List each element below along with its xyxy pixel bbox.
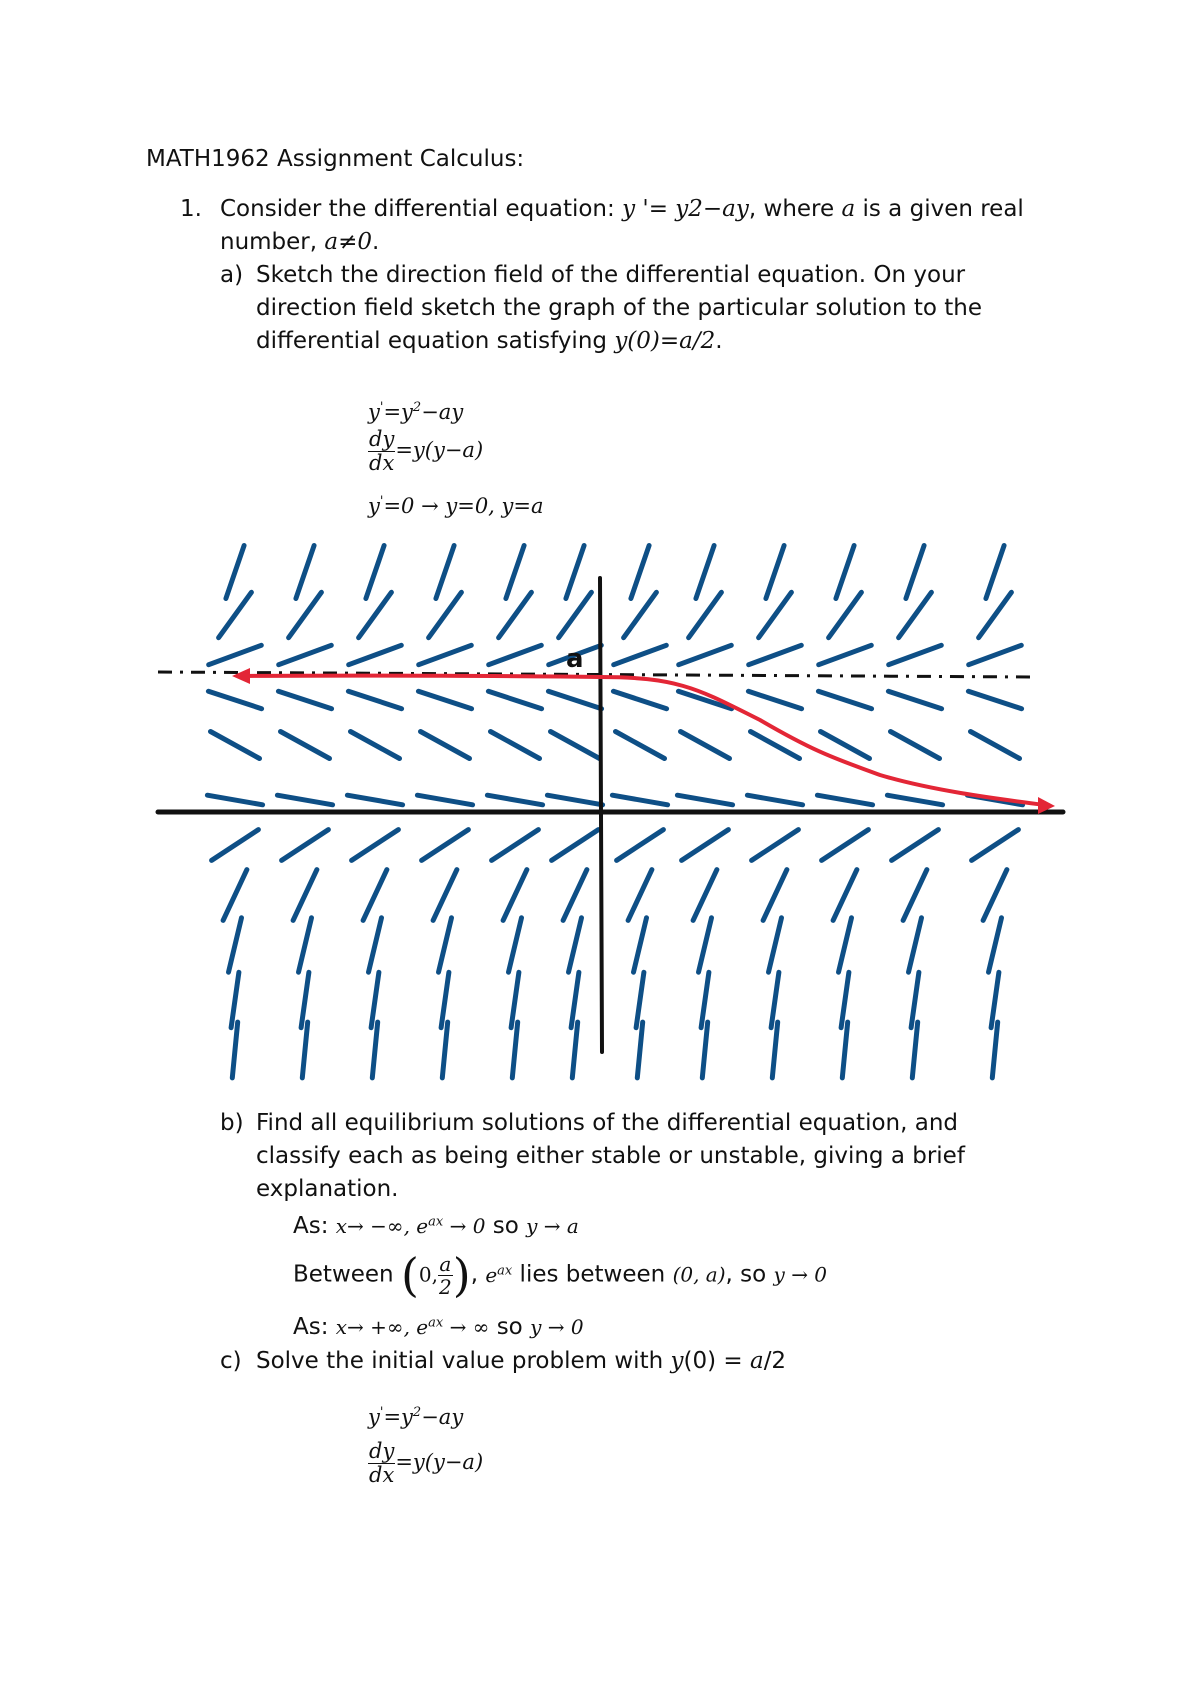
question-1-line2: number, a≠0. bbox=[220, 229, 380, 255]
slope-mark bbox=[634, 918, 647, 972]
slope-mark bbox=[278, 691, 331, 708]
slope-mark bbox=[211, 732, 260, 759]
work-c-eq2: $\frac{dy}{dx}$ =y(y−a) bbox=[369, 1439, 484, 1488]
slope-mark bbox=[911, 972, 919, 1027]
slope-mark bbox=[677, 795, 732, 805]
slope-mark bbox=[347, 795, 402, 805]
slope-mark bbox=[909, 918, 922, 972]
slope-mark bbox=[969, 645, 1022, 664]
slope-mark bbox=[547, 795, 602, 805]
slope-mark bbox=[229, 918, 242, 972]
slope-mark bbox=[226, 546, 244, 599]
slope-mark bbox=[617, 830, 664, 861]
slope-mark bbox=[422, 830, 469, 861]
slope-mark bbox=[836, 546, 854, 599]
part-a-line3: differential equation satisfying y(0)=a∕2. bbox=[256, 328, 723, 354]
slope-mark bbox=[696, 546, 714, 599]
slope-mark bbox=[296, 546, 314, 599]
question-1-number: 1. bbox=[180, 196, 202, 222]
slope-mark bbox=[551, 732, 600, 759]
slope-mark bbox=[511, 972, 519, 1027]
slope-mark bbox=[281, 732, 330, 759]
slope-mark bbox=[419, 645, 472, 664]
slope-mark bbox=[487, 795, 542, 805]
slope-mark bbox=[747, 795, 802, 805]
part-c-label: c) bbox=[220, 1348, 242, 1374]
slope-mark bbox=[489, 645, 542, 664]
work-a-eq2: $\frac{dy}{dx}$ =y(y−a) bbox=[369, 427, 484, 476]
solution-arrow-left bbox=[232, 668, 250, 684]
slope-mark bbox=[372, 1022, 377, 1078]
slope-mark bbox=[891, 732, 940, 759]
slope-mark bbox=[763, 870, 787, 921]
slope-mark bbox=[892, 830, 939, 861]
slope-mark bbox=[232, 1022, 237, 1078]
slope-mark bbox=[751, 732, 800, 759]
slope-mark bbox=[631, 546, 649, 599]
slope-mark bbox=[207, 795, 262, 805]
slope-mark bbox=[679, 645, 732, 664]
slope-mark bbox=[366, 546, 384, 599]
slope-mark bbox=[301, 972, 309, 1027]
slope-mark bbox=[766, 546, 784, 599]
slope-mark bbox=[888, 691, 941, 708]
slope-mark bbox=[628, 870, 652, 921]
slope-mark bbox=[571, 972, 579, 1027]
slope-mark bbox=[209, 645, 262, 664]
slope-mark bbox=[769, 918, 782, 972]
slope-mark bbox=[352, 830, 399, 861]
slope-mark bbox=[421, 732, 470, 759]
slope-mark bbox=[912, 1022, 917, 1078]
slope-mark bbox=[833, 870, 857, 921]
part-b-line2: classify each as being either stable or unstable, giving a brief bbox=[256, 1143, 965, 1169]
slope-mark bbox=[488, 691, 541, 708]
slope-mark bbox=[752, 830, 799, 861]
slope-mark bbox=[972, 830, 1019, 861]
question-1-line1: Consider the differential equation: y '= y2−ay, where a is a given real bbox=[220, 196, 1024, 222]
slope-mark bbox=[563, 870, 587, 921]
slope-mark bbox=[293, 870, 317, 921]
part-a-label: a) bbox=[220, 262, 244, 288]
work-a-eq3: y'=0 → y=0, y=a bbox=[368, 494, 544, 518]
slope-mark bbox=[441, 972, 449, 1027]
slope-mark bbox=[548, 691, 601, 708]
slope-mark bbox=[371, 972, 379, 1027]
slope-mark bbox=[492, 830, 539, 861]
slope-mark bbox=[616, 732, 665, 759]
slope-mark bbox=[818, 691, 871, 708]
part-b-label: b) bbox=[220, 1110, 244, 1136]
slope-mark bbox=[989, 918, 1002, 972]
part-b-as1: As: x→ −∞, $e^{ax} \to 0$ so y → a bbox=[293, 1213, 579, 1239]
slope-mark bbox=[506, 546, 524, 599]
slope-mark bbox=[569, 918, 582, 972]
slope-mark bbox=[552, 830, 599, 861]
part-b-line1: Find all equilibrium solutions of the differential equation, and bbox=[256, 1110, 959, 1136]
slope-mark bbox=[436, 546, 454, 599]
slope-mark bbox=[983, 870, 1007, 921]
slope-mark bbox=[699, 918, 712, 972]
slope-mark bbox=[841, 972, 849, 1027]
slope-mark bbox=[701, 972, 709, 1027]
slope-mark bbox=[613, 691, 666, 708]
slope-mark bbox=[572, 1022, 577, 1078]
part-a-line1: Sketch the direction field of the differential equation. On your bbox=[256, 262, 966, 288]
work-c-eq1: $y'=y^2-ay$ bbox=[368, 1405, 464, 1429]
slope-mark bbox=[817, 795, 872, 805]
slope-mark bbox=[282, 830, 329, 861]
slope-mark bbox=[302, 1022, 307, 1078]
slope-mark bbox=[636, 972, 644, 1027]
slope-mark bbox=[509, 918, 522, 972]
work-a-eq1: $y'=y^2-ay$ bbox=[368, 400, 464, 424]
slope-mark bbox=[212, 830, 259, 861]
slope-mark bbox=[887, 795, 942, 805]
slope-mark bbox=[351, 732, 400, 759]
slope-mark bbox=[612, 795, 667, 805]
slope-mark bbox=[277, 795, 332, 805]
slope-mark bbox=[992, 1022, 997, 1078]
slope-mark bbox=[819, 645, 872, 664]
part-c-line1: Solve the initial value problem with y(0) = a/2 bbox=[256, 1348, 787, 1374]
a-axis-label: a bbox=[566, 644, 584, 674]
slope-mark bbox=[433, 870, 457, 921]
slope-mark bbox=[637, 1022, 642, 1078]
slope-mark bbox=[749, 645, 802, 664]
slope-mark bbox=[772, 1022, 777, 1078]
slope-mark bbox=[986, 546, 1004, 599]
slope-mark bbox=[442, 1022, 447, 1078]
page-title: MATH1962 Assignment Calculus: bbox=[146, 146, 525, 172]
slope-mark bbox=[279, 645, 332, 664]
slope-mark bbox=[349, 645, 402, 664]
slope-mark bbox=[968, 691, 1021, 708]
slope-mark bbox=[842, 1022, 847, 1078]
slope-mark bbox=[839, 918, 852, 972]
slope-mark bbox=[614, 645, 667, 664]
part-b-between: Between (0, $\frac{a}{2}$ ), $e^{ax}$ lies between (0, a), so y → 0 bbox=[293, 1248, 828, 1302]
slope-mark bbox=[503, 870, 527, 921]
slope-mark bbox=[566, 546, 584, 599]
slope-mark bbox=[903, 870, 927, 921]
slope-mark bbox=[491, 732, 540, 759]
slope-mark bbox=[348, 691, 401, 708]
part-b-as2: As: x→ +∞, $e^{ax}$ → ∞ so y → 0 bbox=[293, 1314, 584, 1340]
slope-mark bbox=[417, 795, 472, 805]
slope-mark bbox=[363, 870, 387, 921]
part-b-line3: explanation. bbox=[256, 1176, 399, 1202]
slope-mark bbox=[682, 830, 729, 861]
slope-mark bbox=[702, 1022, 707, 1078]
slope-mark bbox=[681, 732, 730, 759]
slope-mark bbox=[439, 918, 452, 972]
slope-mark bbox=[231, 972, 239, 1027]
slope-mark bbox=[418, 691, 471, 708]
slope-mark bbox=[223, 870, 247, 921]
slope-mark bbox=[208, 691, 261, 708]
slope-mark bbox=[822, 830, 869, 861]
slope-mark bbox=[512, 1022, 517, 1078]
slope-mark bbox=[971, 732, 1020, 759]
slope-mark bbox=[771, 972, 779, 1027]
slope-mark bbox=[889, 645, 942, 664]
slope-mark bbox=[748, 691, 801, 708]
part-a-line2: direction field sketch the graph of the particular solution to the bbox=[256, 295, 983, 321]
slope-mark bbox=[991, 972, 999, 1027]
slope-mark bbox=[299, 918, 312, 972]
slope-mark bbox=[693, 870, 717, 921]
slope-mark bbox=[369, 918, 382, 972]
slope-mark bbox=[906, 546, 924, 599]
y-axis bbox=[600, 578, 602, 1052]
solution-curve-left bbox=[240, 676, 600, 677]
